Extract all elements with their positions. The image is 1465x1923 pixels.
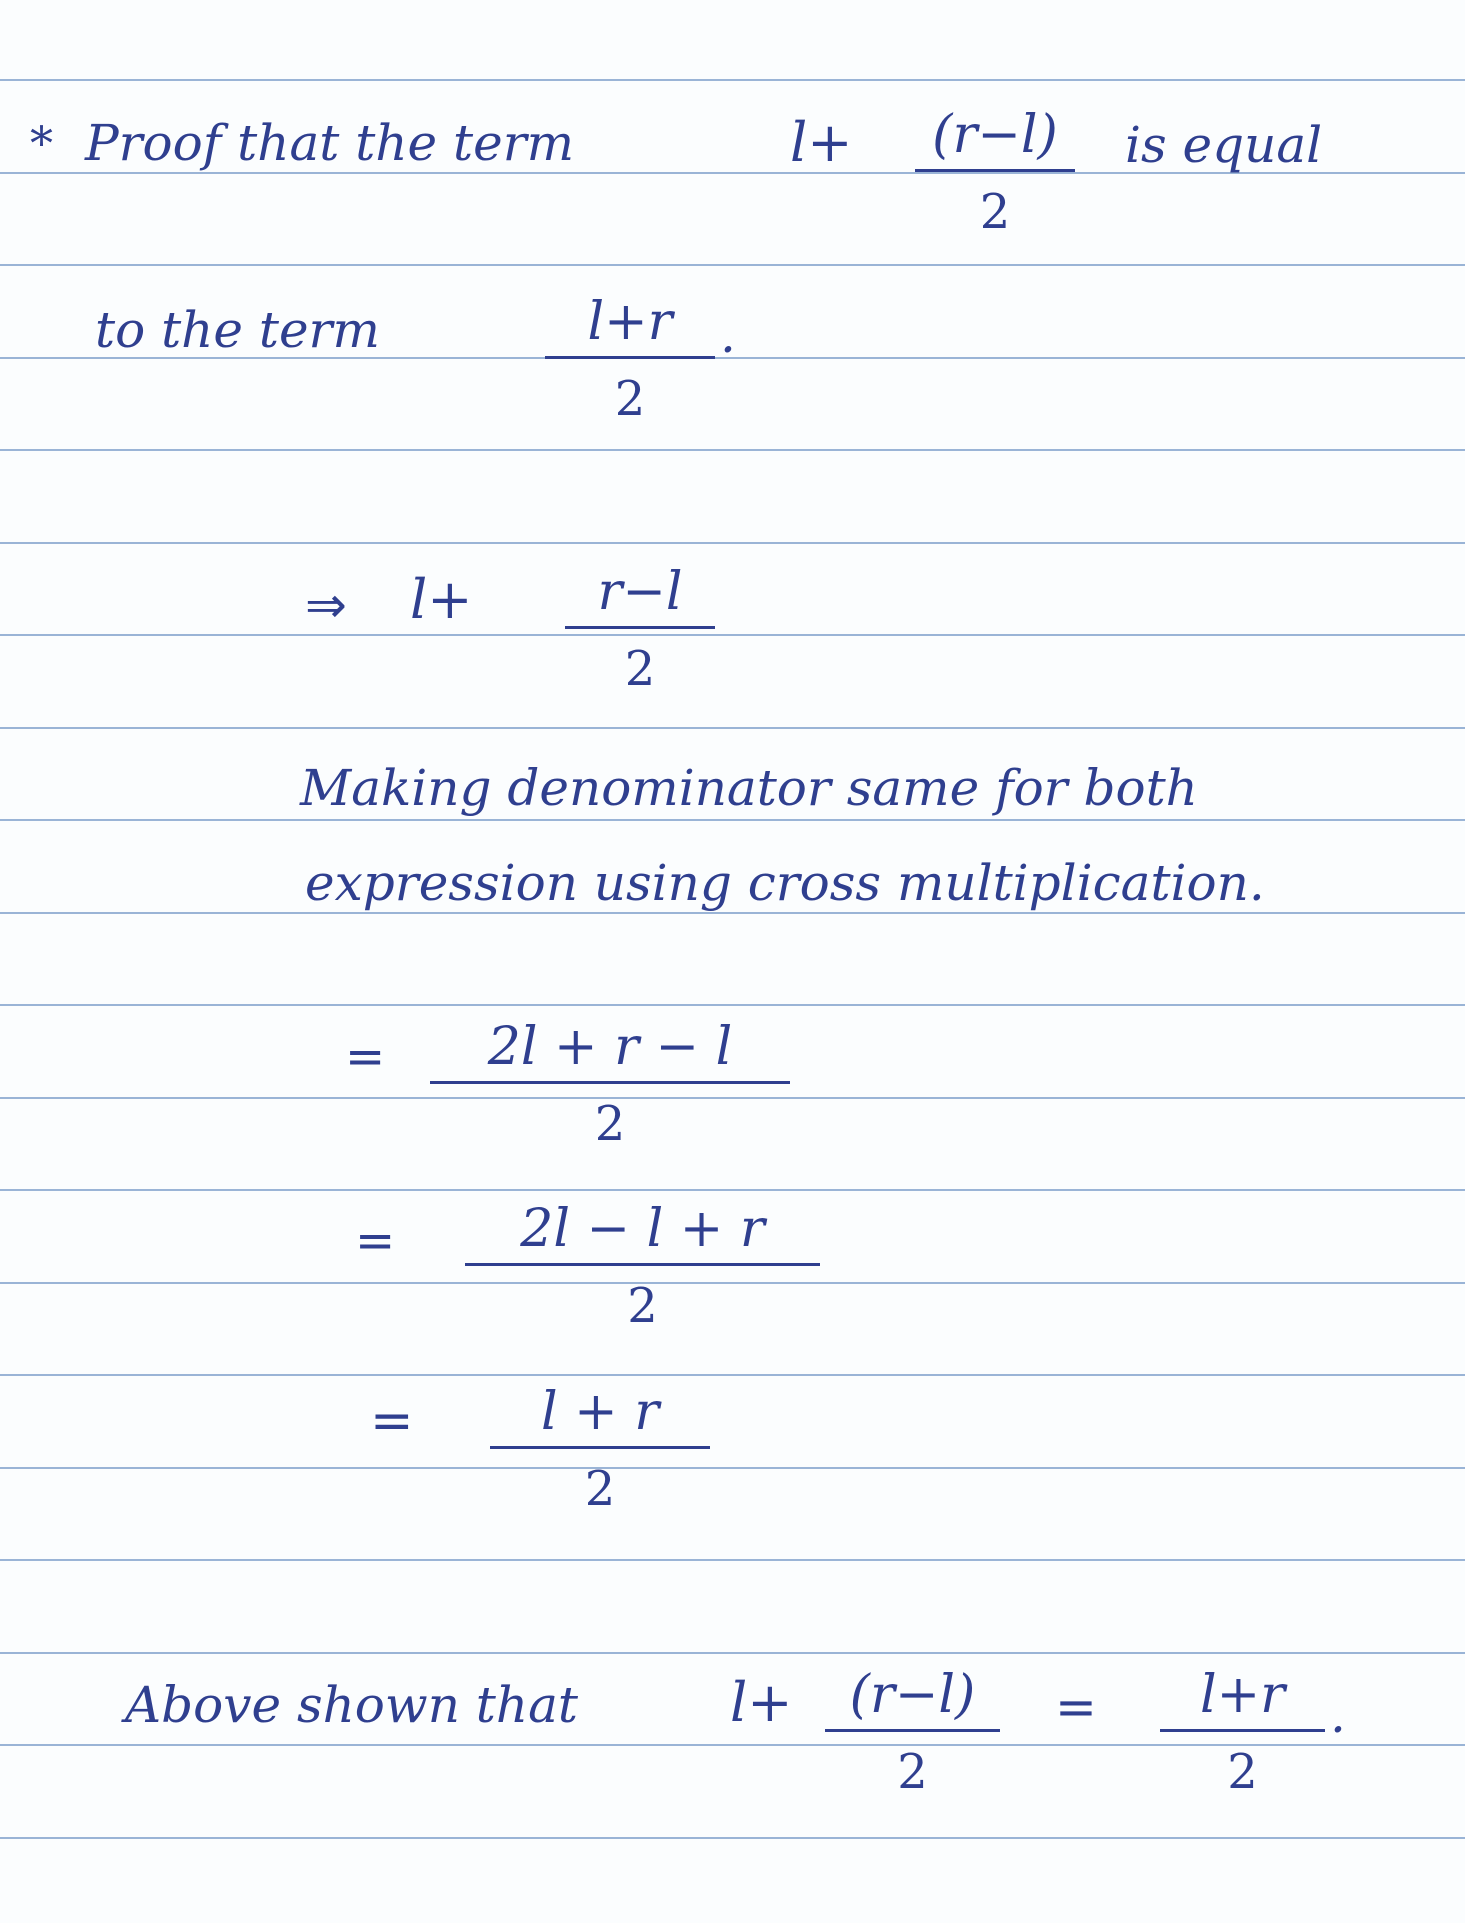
conclusion-left-numerator: (r−l) — [849, 1665, 976, 1725]
conclusion-right-numerator: l+r — [1199, 1665, 1286, 1725]
second-line-text: to the term — [95, 301, 380, 359]
second-line-fraction-numerator: l+r — [587, 292, 673, 352]
step1-fraction-denominator: 2 — [624, 640, 656, 697]
step1-lead: l+ — [410, 568, 473, 631]
second-line-fraction — [545, 292, 715, 427]
step3-fraction — [465, 1199, 820, 1334]
conclusion-dot: . — [1330, 1686, 1346, 1744]
step2-equals: = — [345, 1029, 386, 1085]
conclusion-right-fraction — [1160, 1665, 1325, 1800]
conclusion-left-fraction — [825, 1665, 1000, 1800]
title-fraction — [915, 105, 1075, 240]
step4-fraction-numerator: l + r — [540, 1382, 660, 1442]
conclusion-right-denominator: 2 — [1227, 1743, 1258, 1800]
step2-fraction — [430, 1017, 790, 1152]
step4-fraction — [490, 1382, 710, 1517]
title-text: Proof that the term — [85, 114, 575, 172]
conclusion-text: Above shown that — [125, 1676, 579, 1734]
step2-fraction-numerator: 2l + r − l — [487, 1017, 733, 1077]
title-fraction-numerator: (r−l) — [932, 105, 1058, 165]
step1-fraction — [565, 562, 715, 697]
second-line-fraction-denominator: 2 — [614, 370, 646, 427]
note-line-1: Making denominator same for both — [300, 759, 1198, 817]
note-line-2: expression using cross multiplication. — [305, 854, 1265, 912]
step1-fraction-numerator: r−l — [597, 562, 683, 622]
conclusion-left-denominator: 2 — [897, 1743, 928, 1800]
title-trailing-text: is equal — [1125, 116, 1323, 174]
title-math-lead: l+ — [790, 111, 853, 174]
title-bullet: * — [30, 116, 53, 170]
step4-equals: = — [370, 1391, 414, 1451]
second-line-dot: . — [720, 306, 736, 364]
conclusion-lead: l+ — [730, 1671, 793, 1734]
conclusion-equals: = — [1055, 1678, 1097, 1736]
step2-fraction-denominator: 2 — [594, 1095, 626, 1152]
title-fraction-denominator: 2 — [979, 183, 1011, 240]
implies-arrow-icon: ⇒ — [305, 576, 347, 634]
step4-fraction-denominator: 2 — [584, 1460, 616, 1517]
step3-fraction-numerator: 2l − l + r — [520, 1199, 765, 1259]
step3-fraction-denominator: 2 — [627, 1277, 658, 1334]
step3-equals: = — [355, 1213, 396, 1269]
